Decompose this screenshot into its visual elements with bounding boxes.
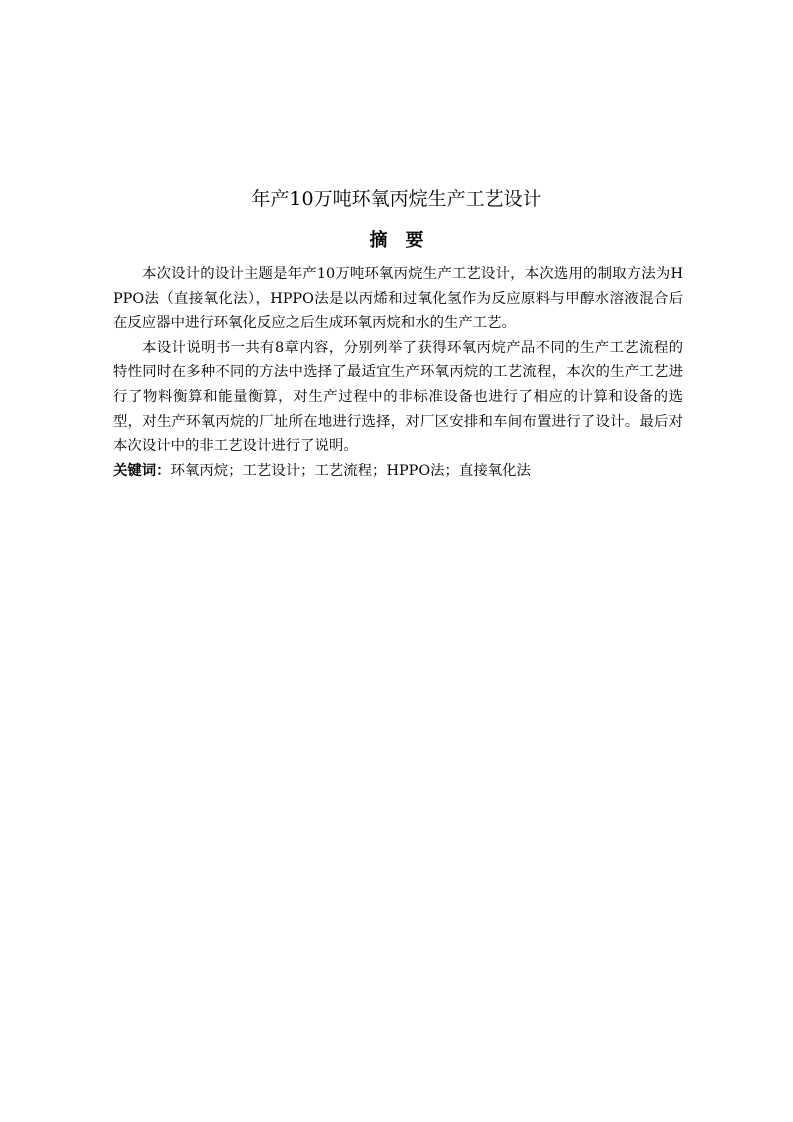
abstract-paragraph-1: 本次设计的设计主题是年产10万吨环氧丙烷生产工艺设计，本次选用的制取方法为HPPO法（直接氧化法），HPPO法是以丙烯和过氧化氢作为反应原料与甲醇水溶液混合后在反应器中进行环氧化反应之后生成环氧丙烷和水的生产工艺。: [113, 266, 683, 332]
keywords-text: 环氧丙烷；工艺设计；工艺流程；HPPO法；直接氧化法: [170, 462, 531, 479]
keywords-line: [113, 459, 683, 484]
abstract-heading: 摘要: [369, 230, 442, 251]
abstract-paragraph-2: 本设计说明书一共有8章内容，分别列举了获得环氧丙烷产品不同的生产工艺流程的特性同时在多种不同的方法中选择了最适宜生产环氧丙烷的工艺流程，本次的生产工艺进行了物料衡算和能量衡算，对生产过程中的非标准设备也进行了相应的计算和设备的选型，对生产环氧丙烷的厂址所在地进行选择，对厂区安排和车间布置进行了设计。最后对本次设计中的非工艺设计进行了说明。: [113, 339, 683, 455]
keywords-label: 关键词：: [113, 462, 171, 479]
abstract-body: [113, 262, 683, 483]
page-title: 年产10万吨环氧丙烷生产工艺设计: [251, 188, 542, 210]
